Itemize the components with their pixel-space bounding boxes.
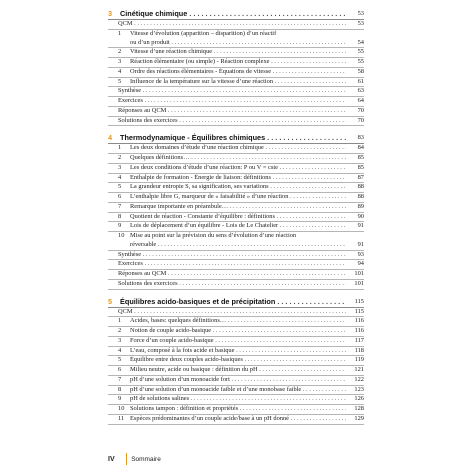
toc-entry[interactable] (108, 20, 364, 30)
toc-entry[interactable] (108, 260, 364, 270)
section-entry[interactable] (108, 144, 364, 154)
entry-title (118, 308, 346, 317)
section-title (130, 164, 346, 173)
section-entry[interactable] (108, 78, 364, 88)
section-entry[interactable] (108, 68, 364, 78)
section-title (130, 386, 346, 395)
section-number: 2 (118, 327, 122, 335)
chapter-title-text: Équilibres acido-basiques et de précipitation . . . (120, 297, 346, 306)
entry-title (118, 20, 346, 29)
section-entry[interactable] (108, 48, 364, 58)
section-title (130, 337, 346, 346)
section-title-line: pH d’une solution d’un monoacide faible et d’une monobase faible . . . (130, 386, 346, 395)
section-entry[interactable] (108, 395, 364, 405)
section-entry[interactable] (108, 183, 364, 193)
section-title (130, 203, 346, 212)
section-page-number: 117 (354, 336, 364, 344)
section-page-number: 85 (357, 163, 364, 171)
chapter-page-number: 115 (354, 297, 364, 305)
section-title (130, 317, 346, 326)
toc-entry[interactable] (108, 117, 364, 127)
entry-page-number: 94 (357, 260, 364, 268)
entry-title (118, 280, 346, 289)
section-page-number: 121 (354, 366, 364, 374)
section-number: 3 (118, 336, 122, 344)
section-title-line: Mise au point sur la prévision du sens d’évolution d’une réaction (130, 232, 297, 240)
chapter-title (120, 8, 346, 19)
entry-title-text: QCM . . . (118, 308, 346, 315)
section-number: 1 (118, 144, 122, 152)
section-entry[interactable] (108, 337, 364, 347)
section-number: 5 (118, 77, 122, 85)
section-number: 8 (118, 385, 122, 393)
entry-title-text: Réponses au QCM . . . (118, 107, 346, 114)
footer-section-label: Sommaire (131, 455, 161, 463)
section-number: 2 (118, 154, 122, 162)
section-number: 3 (118, 163, 122, 171)
entry-title-text: QCM . . . (118, 20, 346, 27)
entry-page-number: 101 (354, 279, 364, 287)
toc-entry[interactable] (108, 280, 364, 290)
section-entry[interactable] (108, 386, 364, 396)
entry-page-number: 93 (357, 250, 364, 258)
section-number: 11 (118, 414, 125, 422)
section-entry[interactable] (108, 203, 364, 213)
section-number: 5 (118, 183, 122, 191)
section-title-line: Solutions tampon : définition et propriétés . . . (130, 405, 346, 414)
entry-title-text: Solutions des exercices . . . (118, 117, 346, 124)
entry-title-text: Réponses au QCM . . . (118, 270, 346, 277)
section-title (130, 154, 346, 163)
chapter-title (120, 296, 346, 307)
toc-entry[interactable] (108, 107, 364, 117)
section-entry[interactable] (108, 317, 364, 327)
section-number: 3 (118, 58, 122, 66)
chapter-title (120, 132, 346, 143)
section-title-line: Notion de couple acido-basique . . . (130, 327, 346, 336)
section-entry[interactable] (108, 164, 364, 174)
toc-entry[interactable] (108, 270, 364, 280)
section-title-line: La grandeur entropie S, sa signification, ses variations . . . (130, 183, 346, 192)
section-title-line: Force d’un couple acido-basique . . . (130, 337, 346, 346)
section-title (130, 366, 346, 375)
entry-title-text: Solutions des exercices . . . (118, 280, 346, 287)
section-page-number: 122 (354, 375, 364, 383)
section-page-number: 55 (357, 58, 364, 65)
entry-title (118, 117, 346, 126)
entry-title (118, 270, 346, 279)
chapter-number: 4 (108, 133, 113, 143)
section-number: 9 (118, 222, 122, 230)
section-title-line: pH d’une solution d’un monoacide fort . . . (130, 376, 346, 385)
section-entry[interactable] (108, 30, 364, 49)
section-entry[interactable] (108, 193, 364, 203)
section-entry[interactable] (108, 213, 364, 223)
section-page-number: 91 (357, 222, 364, 230)
section-page-number: 84 (357, 144, 364, 152)
section-page-number: 123 (354, 385, 364, 393)
section-title (130, 68, 346, 77)
section-title-line: Quotient de réaction - Constante d’équilibre : définitions . . . (130, 213, 346, 222)
entry-page-number: 53 (357, 19, 364, 27)
section-title-line: Acides, bases: quelques définitions… . . . (130, 317, 346, 326)
toc-entry[interactable] (108, 97, 364, 107)
entry-title (118, 260, 346, 269)
toc-entry[interactable] (108, 308, 364, 318)
section-title (130, 78, 346, 87)
entry-title-text: Exercices . . . (118, 260, 346, 267)
section-title-line: Quelques définitions… . . . (130, 154, 346, 163)
entry-title (118, 97, 346, 106)
section-page-number: 58 (357, 67, 364, 75)
section-title (130, 213, 346, 222)
section-title-line: L’enthalpie libre G, marqueur de « faisabilité » d’une réaction . . . (130, 193, 346, 202)
section-title (130, 327, 346, 336)
section-entry[interactable] (108, 347, 364, 357)
section-title (130, 405, 346, 414)
section-number: 2 (118, 48, 122, 56)
section-title-line: ou d’un produit . . . (130, 39, 346, 48)
section-number: 10 (118, 232, 125, 240)
section-title-line: Réaction élémentaire (ou simple) - Réaction complexe . . . (130, 58, 346, 67)
section-number: 7 (118, 375, 122, 383)
section-page-number: 61 (357, 77, 364, 85)
section-title-line: Équilibre entre deux couples acido-basiques . . . (130, 356, 346, 365)
section-title (130, 58, 346, 67)
section-title (130, 415, 346, 424)
section-title-line: Ordre des réactions élémentaires - Équations de vitesse . . . (130, 68, 346, 77)
page-folio: IV (108, 455, 115, 463)
section-page-number: 90 (357, 212, 364, 220)
entry-title (118, 251, 346, 260)
section-page-number: 87 (357, 173, 364, 181)
section-page-number: 126 (354, 395, 364, 403)
section-number: 8 (118, 212, 122, 220)
entry-title (118, 87, 346, 96)
section-number: 9 (118, 395, 122, 403)
chapter-number: 3 (108, 9, 113, 18)
section-page-number: 88 (357, 193, 364, 200)
section-title-line: Les deux conditions d’étude d’une réaction: P ou V = cste . . . (130, 164, 346, 173)
section-page-number: 91 (357, 240, 364, 248)
section-number: 1 (118, 317, 122, 325)
section-entry[interactable] (108, 356, 364, 366)
section-number: 7 (118, 202, 122, 210)
section-page-number: 88 (357, 183, 364, 191)
section-entry[interactable] (108, 366, 364, 376)
section-title (130, 232, 346, 250)
section-title-line: pH de solutions salines . . . (130, 395, 346, 404)
chapter-block (108, 296, 364, 425)
entry-title-text: Synthèse . . . (118, 87, 346, 94)
section-title-line: réversable . . . (130, 241, 346, 250)
section-page-number: 119 (354, 356, 364, 364)
section-page-number: 55 (357, 48, 364, 56)
chapter-page-number: 83 (357, 134, 364, 142)
entry-title-text: Synthèse . . . (118, 251, 346, 258)
section-entry[interactable] (108, 415, 364, 425)
section-title-line: Les deux domaines d’étude d’une réaction chimique . . . (130, 144, 346, 153)
chapter-block (108, 8, 364, 126)
section-page-number: 129 (354, 414, 364, 422)
section-title (130, 144, 346, 153)
section-page-number: 54 (357, 38, 364, 46)
section-title (130, 347, 346, 356)
toc-entry[interactable] (108, 251, 364, 261)
section-page-number: 128 (354, 405, 364, 413)
section-page-number: 118 (354, 346, 364, 354)
section-title-line: Milieu neutre, acide ou basique : définition du pH . . . (130, 366, 346, 375)
section-page-number: 85 (357, 154, 364, 161)
section-title-line: Remarque importante en préambule… . . . (130, 203, 346, 212)
section-entry[interactable] (108, 232, 364, 251)
entry-title-text: Exercices . . . (118, 97, 346, 104)
chapter-heading[interactable] (108, 132, 364, 144)
section-page-number: 116 (354, 327, 364, 335)
section-title (130, 356, 346, 365)
section-entry[interactable] (108, 222, 364, 232)
section-number: 10 (118, 405, 125, 413)
chapter-title-text: Thermodynamique - Équilibres chimiques . . . (120, 133, 346, 142)
section-number: 4 (118, 346, 122, 354)
chapter-number: 5 (108, 296, 113, 306)
page-footer (108, 452, 161, 466)
entry-title (118, 107, 346, 116)
section-title-line: Influence de la température sur la vitesse d’une réaction . . . (130, 78, 346, 87)
toc-entry[interactable] (108, 87, 364, 97)
section-entry[interactable] (108, 405, 364, 415)
section-title-line: L’eau, composé à la fois acide et basique . . . (130, 347, 346, 356)
entry-page-number: 64 (357, 97, 364, 104)
section-number: 4 (118, 173, 122, 181)
section-title (130, 395, 346, 404)
section-number: 6 (118, 193, 122, 201)
entry-page-number: 63 (357, 87, 364, 95)
section-title (130, 174, 346, 183)
section-number: 5 (118, 356, 122, 364)
section-entry[interactable] (108, 174, 364, 184)
section-title-line: Vitesse d’évolution (apparition – disparition) d’un réactif (130, 29, 277, 37)
entry-page-number: 70 (357, 116, 364, 124)
section-title (130, 376, 346, 385)
section-page-number: 116 (354, 317, 364, 325)
section-title (130, 183, 346, 192)
section-page-number: 89 (357, 202, 364, 210)
section-number: 4 (118, 67, 122, 75)
section-entry[interactable] (108, 154, 364, 164)
section-entry[interactable] (108, 376, 364, 386)
footer-accent-bar (126, 453, 127, 465)
section-title-line: Espèces prédominantes d’un couple acide/base à un pH donné . . . (130, 415, 346, 424)
section-title-line: Enthalpie de formation - Énergie de liaison: définitions . . . (130, 174, 346, 183)
section-entry[interactable] (108, 327, 364, 337)
entry-page-number: 115 (354, 307, 364, 315)
chapter-heading[interactable] (108, 296, 364, 308)
entry-page-number: 101 (354, 270, 364, 278)
section-title-line: Lois de déplacement d’un équilibre - Lois de Le Chatelier . . . (130, 222, 346, 231)
section-title-line: Vitesse d’une réaction chimique . . . (130, 48, 346, 57)
section-number: 6 (118, 366, 122, 374)
chapter-block (108, 132, 364, 289)
chapter-page-number: 53 (357, 10, 364, 17)
chapter-title-text: Cinétique chimique . . . (120, 9, 346, 18)
entry-page-number: 70 (357, 106, 364, 114)
section-title (130, 222, 346, 231)
section-number: 1 (118, 29, 122, 37)
chapter-heading[interactable] (108, 8, 364, 20)
section-title (130, 48, 346, 57)
table-of-contents (108, 0, 364, 425)
section-title (130, 30, 346, 48)
section-entry[interactable] (108, 58, 364, 68)
section-title (130, 193, 346, 202)
